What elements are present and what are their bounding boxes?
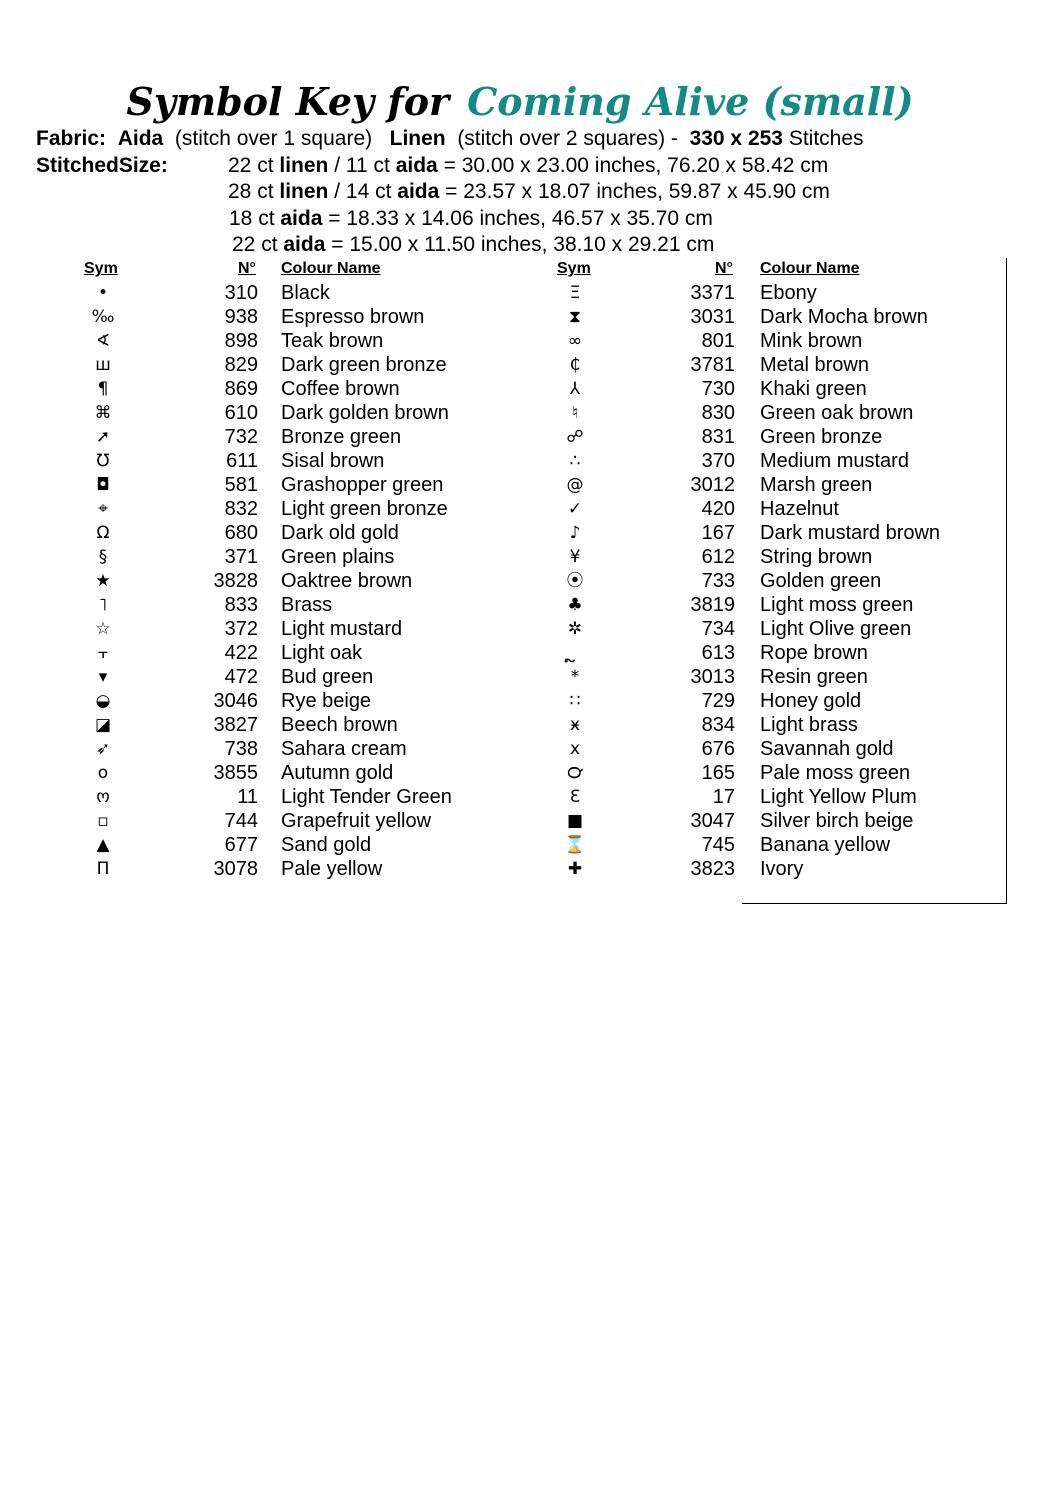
fabric-linen-note: (stitch over 2 squares) - (457, 127, 678, 150)
colour-name: Autumn gold (281, 762, 394, 784)
table-row (0, 833, 1000, 857)
symbol-glyph: Ɛ (569, 787, 581, 807)
colour-name: String brown (760, 546, 873, 568)
thread-number: 3012 (690, 474, 735, 496)
symbol-glyph: ⧗ (569, 307, 581, 327)
symbol-glyph: ◒ (95, 691, 111, 711)
colour-name: Sand gold (281, 834, 372, 856)
thread-number: 738 (224, 738, 258, 760)
symbol-glyph: ⦿ (566, 571, 584, 591)
symbol-glyph: * (570, 667, 580, 687)
symbol-glyph: ℧ (96, 451, 110, 471)
symbol-glyph: ◘ (96, 475, 110, 495)
colour-name: Honey gold (760, 690, 862, 712)
table-row (0, 545, 1000, 569)
table-row (0, 641, 1000, 665)
table-row (0, 617, 1000, 641)
table-row (0, 401, 1000, 425)
symbol-glyph: ⌛ (564, 835, 586, 855)
colour-name: Light green bronze (281, 498, 448, 520)
size-values: = 15.00 x 11.50 inches, 38.10 x 29.21 cm (331, 233, 715, 256)
thread-number: 745 (701, 834, 735, 856)
thread-number: 3078 (213, 858, 258, 880)
symbol-glyph: Ξ (569, 283, 581, 303)
ct: 22 ct (228, 154, 274, 177)
colour-name: Dark golden brown (281, 402, 449, 424)
fabric-type: aida (280, 207, 323, 230)
colour-name: Dark Mocha brown (760, 306, 928, 328)
fabric-type-alt: aida (397, 180, 440, 203)
thread-number: 676 (701, 738, 735, 760)
table-row (0, 473, 1000, 497)
thread-number: 734 (701, 618, 735, 640)
symbol-glyph: ˥ (98, 595, 108, 615)
thread-number: 581 (224, 474, 258, 496)
symbol-glyph: ▫ (97, 811, 109, 831)
stitched-size-line (229, 206, 713, 232)
symbol-glyph: ■ (566, 811, 584, 831)
colour-name: Light Olive green (760, 618, 912, 640)
thread-number: 898 (224, 330, 258, 352)
symbol-glyph: ⫟ (97, 643, 109, 663)
table-row (0, 569, 1000, 593)
table-row (0, 785, 1000, 809)
colour-name: Green bronze (760, 426, 883, 448)
thread-number: 677 (224, 834, 258, 856)
colour-name: Grashopper green (281, 474, 444, 496)
colour-name: Dark green bronze (281, 354, 447, 376)
thread-number: 830 (701, 402, 735, 424)
colour-name: Marsh green (760, 474, 873, 496)
colour-name: Light mustard (281, 618, 403, 640)
symbol-glyph: § (98, 547, 108, 567)
thread-number: 3031 (690, 306, 735, 328)
symbol-glyph: • (97, 283, 109, 303)
thread-number: 3828 (213, 570, 258, 592)
colour-name: Dark mustard brown (760, 522, 941, 544)
symbol-glyph: Ω (96, 523, 110, 543)
symbol-glyph: ☍ (566, 427, 584, 447)
table-row (0, 497, 1000, 521)
symbol-glyph: ★ (95, 571, 111, 591)
table-row (0, 713, 1000, 737)
symbol-glyph (555, 641, 595, 665)
header-sym-left: Sym (84, 260, 118, 277)
symbol-glyph: ➚ (95, 427, 111, 447)
thread-number: 729 (701, 690, 735, 712)
header-name-left: Colour Name (281, 260, 381, 277)
thread-number: 370 (701, 450, 735, 472)
fabric-type-alt: aida (395, 154, 438, 177)
header-name-right: Colour Name (760, 260, 860, 277)
table-row (0, 329, 1000, 353)
colour-name: Ivory (760, 858, 804, 880)
colour-name: Banana yellow (760, 834, 891, 856)
symbol-glyph: ∷ (569, 691, 581, 711)
symbol-glyph: ✲ (567, 619, 583, 639)
size-values: = 23.57 x 18.07 inches, 59.87 x 45.90 cm (445, 180, 830, 203)
colour-name: Pale moss green (760, 762, 911, 784)
fabric-type: linen (279, 154, 329, 177)
table-row (0, 353, 1000, 377)
table-row (0, 761, 1000, 785)
symbol-glyph: o (97, 763, 109, 783)
symbol-glyph: ¥ (569, 547, 581, 567)
colour-name: Teak brown (281, 330, 384, 352)
colour-name: Light Tender Green (281, 786, 452, 808)
colour-name: Metal brown (760, 354, 869, 376)
colour-name: Sisal brown (281, 450, 385, 472)
thread-number: 3046 (213, 690, 258, 712)
thread-number: 732 (224, 426, 258, 448)
table-row (0, 665, 1000, 689)
thread-number: 167 (701, 522, 735, 544)
thread-number: 3855 (213, 762, 258, 784)
symbol-glyph: ✓ (567, 499, 583, 519)
colour-name: Mink brown (760, 330, 863, 352)
stitched-size-line (228, 179, 830, 205)
symbol-glyph: ♪ (569, 523, 581, 543)
table-row (0, 305, 1000, 329)
thread-number: 372 (224, 618, 258, 640)
thread-number: 680 (224, 522, 258, 544)
thread-number: 730 (701, 378, 735, 400)
size-values: = 18.33 x 14.06 inches, 46.57 x 35.70 cm (328, 207, 713, 230)
symbol-glyph: ∴ (569, 451, 581, 471)
symbol-glyph: ♮ (571, 403, 579, 423)
fabric-line (36, 126, 864, 152)
table-border-right (1006, 258, 1007, 904)
thread-number: 3013 (690, 666, 735, 688)
colour-name: Bronze green (281, 426, 402, 448)
table-row (0, 425, 1000, 449)
thread-number: 612 (701, 546, 735, 568)
symbol-glyph: ш (95, 355, 111, 375)
header-num-right: N° (715, 260, 733, 277)
symbol-glyph: Π (96, 859, 110, 879)
colour-name: Green oak brown (760, 402, 914, 424)
stitched-size-line (232, 232, 714, 258)
colour-name: Savannah gold (760, 738, 894, 760)
thread-number: 613 (701, 642, 735, 664)
symbol-glyph: ∞ (567, 331, 583, 351)
thread-number: 17 (712, 786, 735, 808)
symbol-glyph: ✚ (567, 859, 583, 879)
colour-name: Pale yellow (281, 858, 383, 880)
stitched-size-label: StitchedSize: (36, 154, 168, 177)
fabric-type: aida (283, 233, 326, 256)
colour-name: Brass (281, 594, 333, 616)
size-values: = 30.00 x 23.00 inches, 76.20 x 58.42 cm (443, 154, 829, 177)
table-row (0, 857, 1000, 881)
thread-number: 420 (701, 498, 735, 520)
ct: 28 ct (228, 180, 274, 203)
symbol-glyph: ‰ (91, 307, 115, 327)
colour-name: Light moss green (760, 594, 914, 616)
table-row (0, 281, 1000, 305)
ct-alt: / 14 ct (334, 180, 392, 203)
colour-name: Khaki green (760, 378, 867, 400)
thread-number: 3827 (213, 714, 258, 736)
thread-number: 832 (224, 498, 258, 520)
colour-name: Resin green (760, 666, 868, 688)
colour-name: Ebony (760, 282, 817, 304)
fabric-aida: Aida (117, 127, 164, 150)
colour-name: Hazelnut (760, 498, 839, 520)
thread-number: 744 (224, 810, 258, 832)
thread-number: 831 (701, 426, 735, 448)
thread-number: 3819 (690, 594, 735, 616)
symbol-glyph: ☆ (95, 619, 111, 639)
symbol-glyph: ℺ (567, 763, 583, 783)
symbol-glyph: ▾ (98, 667, 108, 687)
thread-number: 3371 (690, 282, 735, 304)
symbol-glyph: ⌖ (98, 499, 108, 519)
table-row (0, 521, 1000, 545)
colour-name: Bud green (281, 666, 374, 688)
colour-name: Grapefruit yellow (281, 810, 432, 832)
fabric-linen: Linen (389, 127, 446, 150)
ct: 18 ct (229, 207, 275, 230)
colour-name: Rye beige (281, 690, 372, 712)
title-prefix: Symbol Key for (126, 79, 450, 124)
thread-number: 611 (226, 450, 258, 472)
thread-number: 610 (224, 402, 258, 424)
thread-number: 869 (224, 378, 258, 400)
table-border-bottom (742, 903, 1007, 904)
symbol-glyph: ∢ (95, 331, 111, 351)
symbol-glyph: x (569, 739, 581, 759)
symbol-glyph: @ (566, 475, 584, 495)
colour-name: Green plains (281, 546, 395, 568)
thread-number: 3781 (690, 354, 735, 376)
colour-name: Golden green (760, 570, 882, 592)
thread-number: 3823 (690, 858, 735, 880)
thread-number: 422 (224, 642, 258, 664)
symbol-glyph: ⅄ (569, 379, 581, 399)
symbol-glyph: ო (96, 787, 110, 807)
table-row (0, 449, 1000, 473)
thread-number: 165 (701, 762, 735, 784)
symbol-glyph: ¶ (97, 379, 109, 399)
fabric-aida-note: (stitch over 1 square) (174, 127, 373, 150)
colour-name: Beech brown (281, 714, 398, 736)
fabric-label: Fabric: (36, 127, 107, 150)
thread-number: 310 (224, 282, 258, 304)
page-title (0, 78, 1040, 126)
colour-name: Oaktree brown (281, 570, 413, 592)
thread-number: 829 (224, 354, 258, 376)
table-row (0, 689, 1000, 713)
header-sym-right: Sym (557, 260, 591, 277)
symbol-glyph: ₵ (569, 355, 581, 375)
symbol-glyph: ⌘ (94, 403, 112, 423)
colour-name: Coffee brown (281, 378, 400, 400)
thread-number: 371 (224, 546, 258, 568)
thread-number: 472 (224, 666, 258, 688)
header-num-left: N° (238, 260, 256, 277)
colour-name: Dark old gold (281, 522, 399, 544)
symbol-glyph: ▲ (96, 835, 110, 855)
thread-number: 833 (224, 594, 258, 616)
colour-name: Light brass (760, 714, 858, 736)
thread-number: 733 (701, 570, 735, 592)
stitched-size-line (228, 153, 828, 179)
symbol-glyph: ӿ (569, 715, 581, 735)
thread-number: 3047 (690, 810, 735, 832)
table-row (0, 377, 1000, 401)
thread-number: 834 (701, 714, 735, 736)
colour-name: Sahara cream (281, 738, 407, 760)
colour-name: Rope brown (760, 642, 868, 664)
symbol-glyph: ➶ (95, 739, 111, 759)
ct: 22 ct (232, 233, 278, 256)
thread-number: 11 (237, 786, 258, 808)
pattern-name: Coming Alive (small) (467, 79, 914, 124)
fabric-dims: 330 x 253 (689, 127, 783, 150)
symbol-glyph: ♣ (567, 595, 583, 615)
ct-alt: / 11 ct (334, 154, 390, 177)
thread-number: 938 (224, 306, 258, 328)
thread-number: 801 (701, 330, 735, 352)
colour-name: Black (281, 282, 330, 304)
table-row (0, 809, 1000, 833)
colour-name: Medium mustard (760, 450, 909, 472)
colour-name: Espresso brown (281, 306, 425, 328)
colour-name: Light oak (281, 642, 363, 664)
colour-name: Silver birch beige (760, 810, 914, 832)
fabric-type: linen (279, 180, 329, 203)
colour-name: Light Yellow Plum (760, 786, 917, 808)
table-row (0, 737, 1000, 761)
fabric-stitches: Stitches (788, 127, 864, 150)
symbol-glyph: ◪ (94, 715, 112, 735)
table-row (0, 593, 1000, 617)
